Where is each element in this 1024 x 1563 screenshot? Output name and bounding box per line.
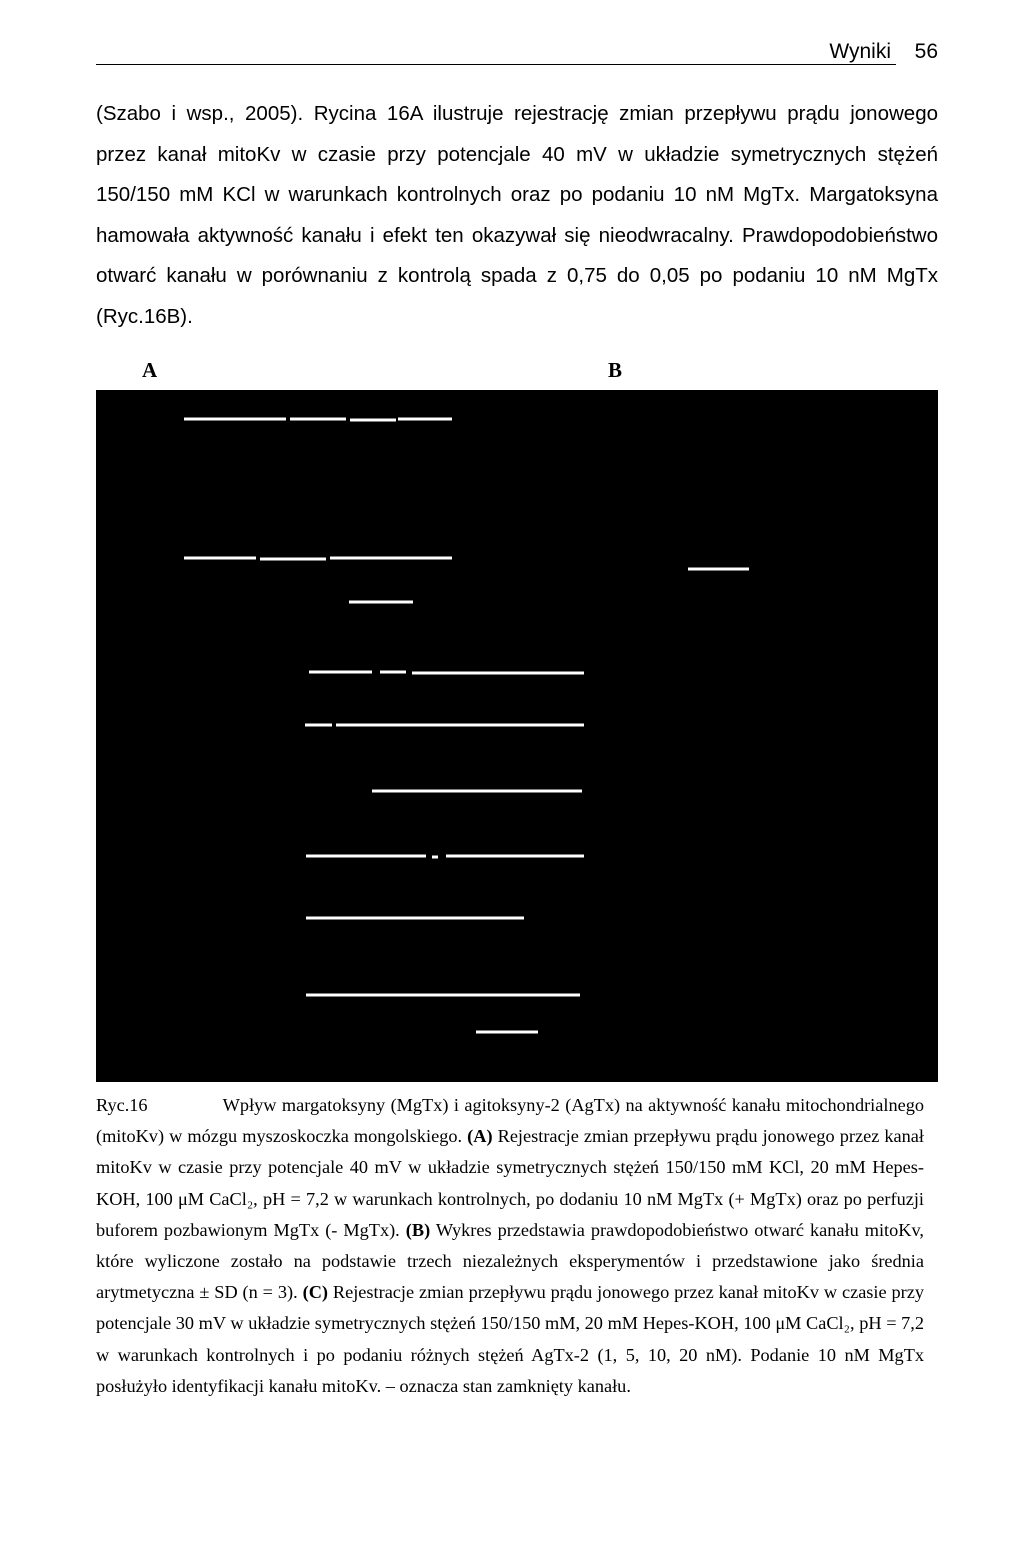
caption-part-3: Wykres przedstawia prawdopodobieństwo otwarć kanału mitoKv, które wyliczone zostało na podstawie trzech niezależnych eksperymentów i przedstawione jako średnia arytmetyczna ± SD (n = 3). xyxy=(96,1219,925,1303)
caption-figure-ref: Ryc.16 xyxy=(96,1095,148,1115)
caption-label-c: (C) xyxy=(302,1282,328,1303)
page-header xyxy=(96,38,938,66)
figure-caption xyxy=(96,1090,924,1402)
panel-b-label: B xyxy=(608,358,623,382)
trace-a-control-open xyxy=(184,419,452,420)
page-number: 56 xyxy=(914,40,938,63)
caption-part-1: Wpływ margatoksyny (MgTx) i agitoksyny-2 (AgTx) na aktywność kanału mitochondrialnego (mitoKv) w mózgu myszoskoczka mongolskiego. xyxy=(96,1095,924,1147)
trace-c-1 xyxy=(309,672,584,673)
intro-paragraph xyxy=(96,94,938,337)
caption-part-2: Rejestracje zmian przepływu prądu jonowego przez kanał mitoKv w czasie przy potencjale 40 mV w układzie symetrycznych stężeń 150/150 mM KCl, 20 mM Hepes-KOH, 100 μM CaCl₂, pH = 7,2 w warunkach kontrolnych, po dodaniu 10 nM MgTx (+ MgTx) oraz po perfuzji buforem pozbawionym MgTx (- MgTx). xyxy=(96,1126,924,1240)
header-rule xyxy=(96,64,896,65)
panel-a-label: A xyxy=(142,358,158,382)
header-section-title: Wyniki xyxy=(829,40,891,63)
caption-label-a: (A) xyxy=(467,1126,493,1147)
caption-label-b: (B) xyxy=(405,1219,431,1240)
intro-text: (Szabo i wsp., 2005). Rycina 16A ilustruje rejestrację zmian przepływu prądu jonowego przez kanał mitoKv w czasie przy potencjale 40 mV w układzie symetrycznych stężeń 150/150 mM KCl w warunkach kontrolnych oraz po podaniu 10 nM MgTx. Margatoksyna hamowała aktywność kanału i efekt ten okazywał się nieodwracalny. Prawdopodobieństwo otwarć kanału w porównaniu z kontrolą spada z 0,75 do 0,05 po podaniu 10 nM MgTx (Ryc.16B). xyxy=(96,102,938,328)
figure-16-panels xyxy=(96,390,938,1082)
figure-background xyxy=(96,390,938,1082)
caption-part-4: Rejestracje zmian przepływu prądu jonowego przez kanał mitoKv w czasie przy potencjale 30 mV w układzie symetrycznych stężeń 150/150 mM, 20 mM Hepes-KOH, 100 μM CaCl₂, pH = 7,2 w warunkach kontrolnych i po podaniu różnych stężeń AgTx-2 (1, 5, 10, 20 nM). Podanie 10 nM MgTx posłużyło identyfikacji kanału mitoKv. – oznacza stan zamknięty kanału. xyxy=(96,1282,924,1396)
trace-a-baseline-1 xyxy=(184,558,452,559)
